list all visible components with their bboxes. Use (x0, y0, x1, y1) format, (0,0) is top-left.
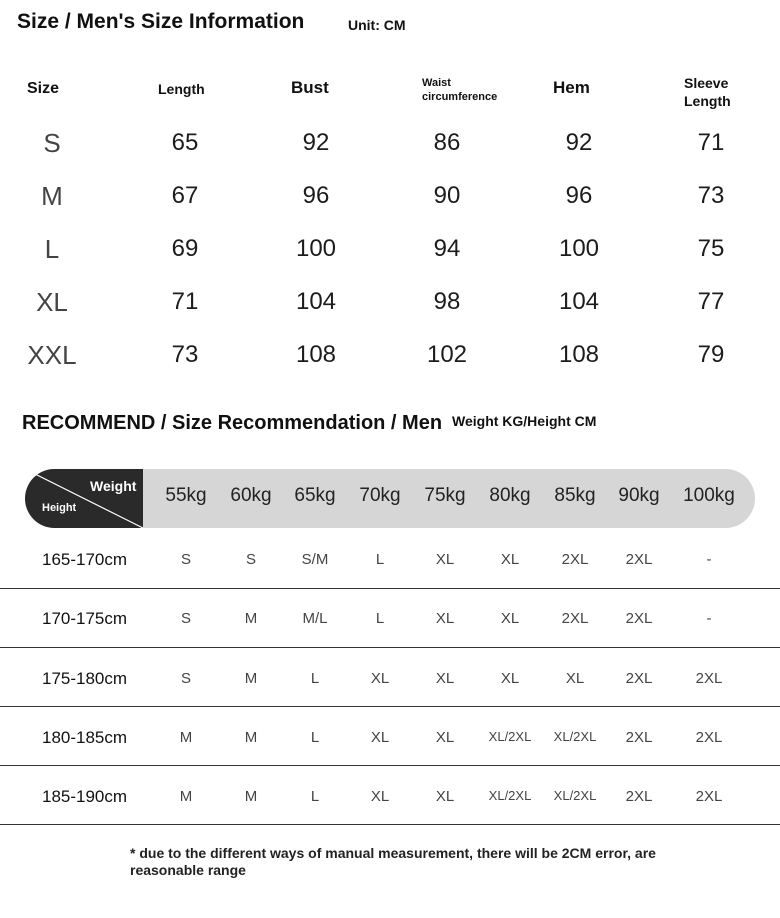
col-header-waist-line1: Waist (422, 77, 451, 89)
recommend-cell: 2XL (625, 729, 653, 746)
size-row-label: XXL (27, 340, 77, 370)
recommend-cell: XL (370, 788, 390, 805)
recommend-title: RECOMMEND / Size Recommendation / Men (22, 412, 443, 434)
size-cell-length: 69 (171, 235, 199, 262)
weight-header-cell: 90kg (618, 485, 660, 506)
height-row-label: 185-190cm (42, 787, 128, 806)
size-cell-bust: 92 (302, 129, 330, 156)
col-header-waist-line2: circumference (422, 91, 498, 103)
col-header-sleeve (684, 74, 731, 110)
footnote: * due to the different ways of manual measurement, there will be 2CM error, are reasonable range (130, 845, 656, 878)
recommend-cell: L (375, 610, 385, 627)
recommend-cell: S/M (301, 551, 329, 568)
recommend-cell: S (180, 551, 191, 568)
size-cell-hem: 96 (565, 182, 593, 209)
recommend-cell: XL/2XL (553, 788, 597, 803)
size-row-label: L (44, 234, 60, 264)
col-header-hem: Hem (553, 78, 590, 97)
size-cell-length: 67 (171, 182, 199, 209)
size-cell-bust: 108 (295, 341, 337, 368)
recommend-cell: 2XL (695, 670, 723, 687)
recommend-cell: L (310, 729, 320, 746)
page-title: Size / Men's Size Information (17, 10, 305, 33)
unit-label: Unit: CM (348, 17, 406, 33)
recommend-cell: 2XL (695, 788, 723, 805)
recommend-unit-note: Weight KG/Height CM (452, 413, 597, 429)
col-header-sleeve-line2: Length (684, 93, 731, 109)
recommend-cell: XL/2XL (553, 729, 597, 744)
row-divider (0, 706, 780, 707)
weight-header-cell: 60kg (230, 485, 272, 506)
weight-header-cell: 55kg (165, 485, 207, 506)
recommend-cell: L (375, 551, 385, 568)
recommend-cell: S (180, 610, 191, 627)
size-cell-waist: 102 (426, 341, 468, 368)
corner-cell (25, 469, 143, 528)
recommend-cell: - (706, 610, 712, 627)
recommend-cell: - (706, 551, 712, 568)
weight-header-cell: 80kg (489, 485, 531, 506)
recommend-cell: XL (500, 670, 520, 687)
recommend-cell: S (245, 551, 256, 568)
size-cell-hem: 108 (558, 341, 600, 368)
recommend-cell: M (244, 610, 258, 627)
col-header-waist (422, 76, 497, 104)
size-cell-hem: 104 (558, 288, 600, 315)
size-cell-bust: 104 (295, 288, 337, 315)
recommend-cell: M (244, 729, 258, 746)
recommend-cell: XL (435, 729, 455, 746)
size-cell-waist: 86 (433, 129, 461, 156)
recommend-cell: S (180, 670, 191, 687)
recommend-cell: 2XL (695, 729, 723, 746)
size-cell-waist: 90 (433, 182, 461, 209)
recommend-cell: XL (500, 610, 520, 627)
recommend-cell: M (179, 729, 193, 746)
weight-header-cell: 70kg (359, 485, 401, 506)
recommend-cell: L (310, 670, 320, 687)
height-row-label: 180-185cm (42, 728, 128, 747)
size-cell-length: 65 (171, 129, 199, 156)
size-cell-sleeve: 71 (697, 129, 725, 156)
size-cell-bust: 100 (295, 235, 337, 262)
size-cell-sleeve: 77 (697, 288, 725, 315)
size-cell-sleeve: 79 (697, 341, 725, 368)
size-cell-waist: 94 (433, 235, 461, 262)
col-header-size: Size (27, 80, 60, 97)
size-cell-sleeve: 75 (697, 235, 725, 262)
size-cell-hem: 92 (565, 129, 593, 156)
weight-header-cell: 85kg (554, 485, 596, 506)
recommend-cell: M/L (302, 610, 328, 627)
recommend-cell: XL (565, 670, 585, 687)
recommend-cell: XL (435, 788, 455, 805)
row-divider (0, 824, 780, 825)
recommend-cell: XL (370, 729, 390, 746)
recommend-cell: L (310, 788, 320, 805)
weight-header-cell: 65kg (294, 485, 336, 506)
size-cell-length: 71 (171, 288, 199, 315)
weight-header-bar (25, 469, 755, 528)
recommend-cell: XL (435, 551, 455, 568)
recommend-cell: XL (500, 551, 520, 568)
recommend-cell: XL (435, 610, 455, 627)
recommend-cell: 2XL (561, 610, 589, 627)
size-cell-length: 73 (171, 341, 199, 368)
corner-height-label: Height (42, 502, 77, 514)
recommend-cell: M (179, 788, 193, 805)
height-row-label: 175-180cm (42, 669, 128, 688)
col-header-length: Length (158, 81, 205, 97)
recommend-cell: 2XL (625, 551, 653, 568)
height-row-label: 170-175cm (42, 609, 128, 628)
recommend-cell: 2XL (625, 670, 653, 687)
col-header-sleeve-line1: Sleeve (684, 75, 729, 91)
row-divider (0, 765, 780, 766)
recommend-cell: XL/2XL (488, 729, 532, 744)
recommend-cell: M (244, 670, 258, 687)
row-divider (0, 588, 780, 589)
recommend-cell: 2XL (625, 788, 653, 805)
size-cell-bust: 96 (302, 182, 330, 209)
recommend-cell: XL (370, 670, 390, 687)
size-row-label: S (43, 128, 61, 158)
size-cell-hem: 100 (558, 235, 600, 262)
corner-weight-label: Weight (90, 478, 137, 494)
size-row-label: M (41, 181, 63, 211)
size-row-label: XL (36, 287, 68, 317)
recommend-cell: M (244, 788, 258, 805)
recommend-cell: XL (435, 670, 455, 687)
weight-header-cell: 100kg (683, 485, 735, 506)
recommend-cell: 2XL (625, 610, 653, 627)
recommend-cell: 2XL (561, 551, 589, 568)
weight-header-cell: 75kg (424, 485, 466, 506)
height-row-label: 165-170cm (42, 550, 128, 569)
row-divider (0, 647, 780, 648)
size-cell-sleeve: 73 (697, 182, 725, 209)
col-header-bust: Bust (291, 78, 329, 97)
size-cell-waist: 98 (433, 288, 461, 315)
recommend-cell: XL/2XL (488, 788, 532, 803)
